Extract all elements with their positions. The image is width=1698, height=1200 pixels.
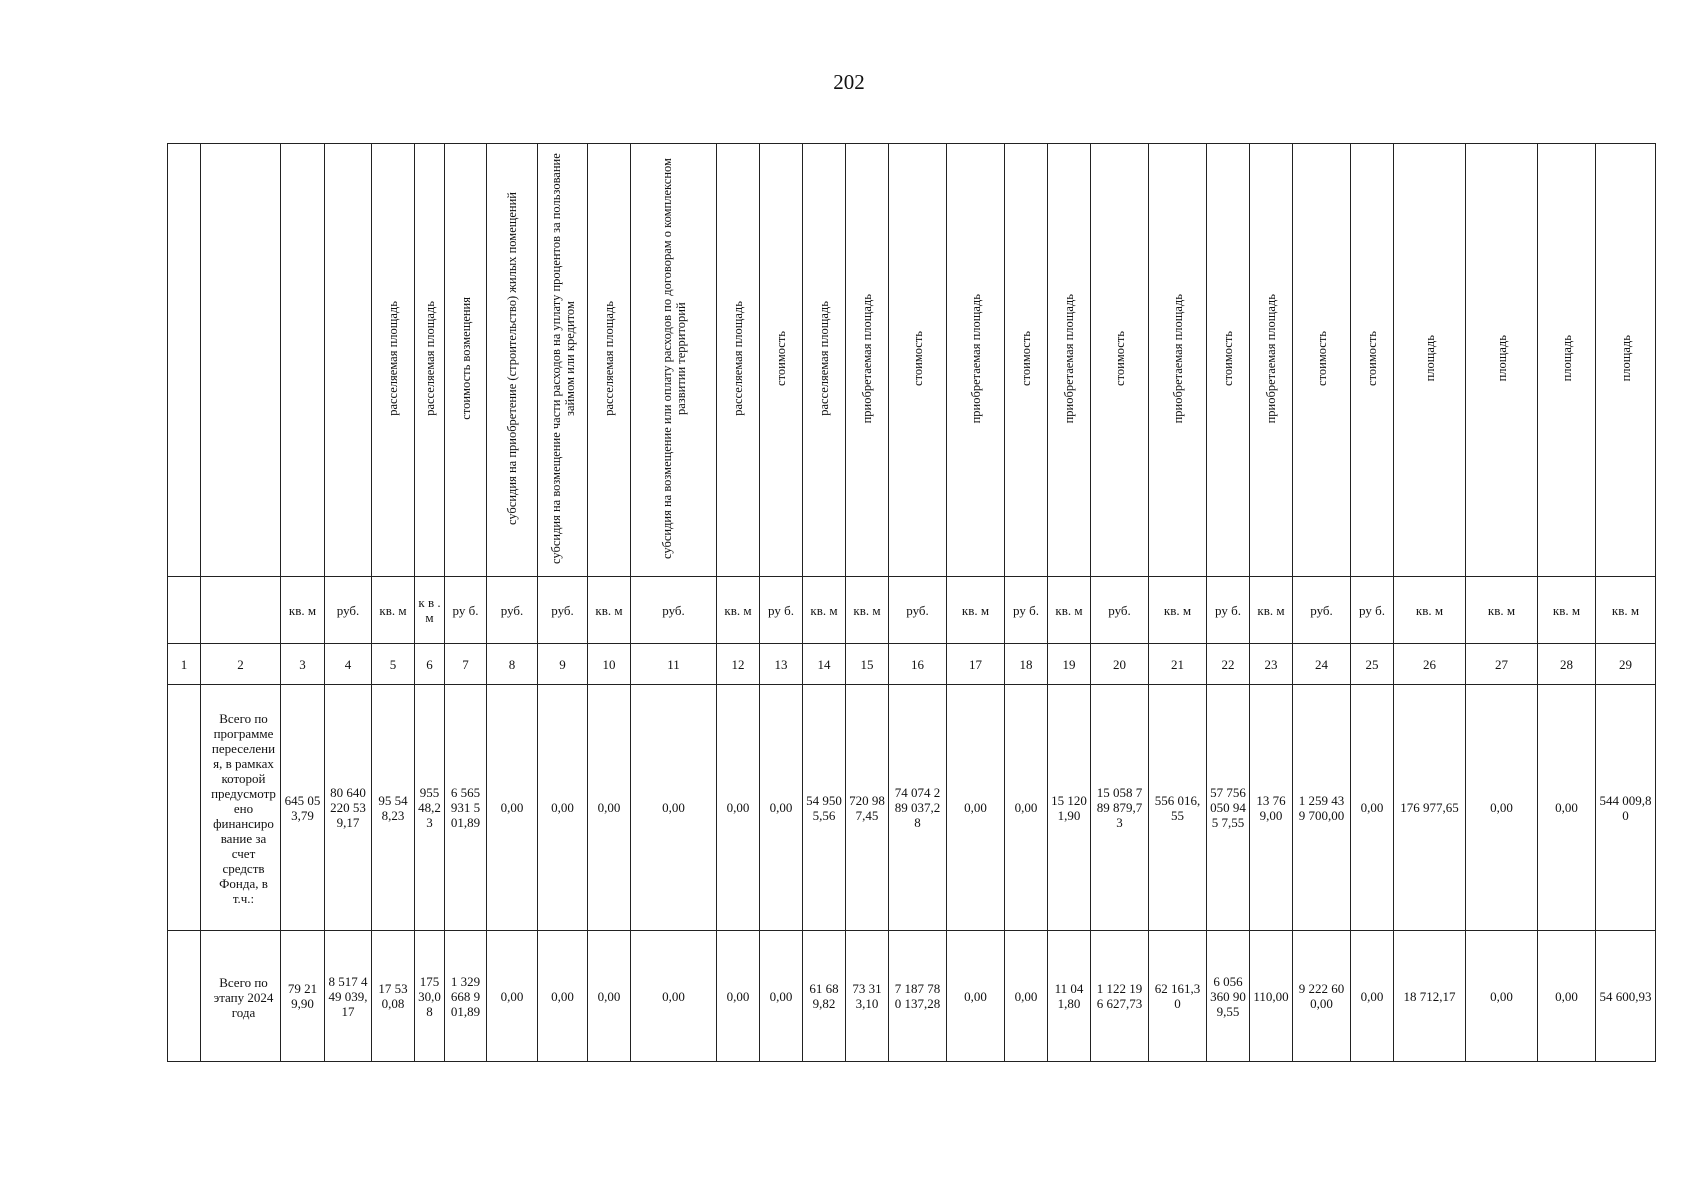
column-number-cell: [538, 644, 588, 685]
column-number-cell-text: 10: [602, 656, 616, 672]
unit-cell-text: кв. м: [1415, 602, 1444, 618]
value-cell: [631, 685, 717, 931]
header-cell: [538, 144, 588, 577]
unit-cell: [487, 577, 538, 644]
header-cell: [889, 144, 947, 577]
value-cell: [1351, 685, 1394, 931]
unit-cell-text: ру б.: [1215, 602, 1241, 618]
row-name-cell: [201, 685, 281, 931]
value-cell: [889, 685, 947, 931]
value-cell-text: 0,00: [1014, 800, 1038, 815]
value-cell: [803, 931, 846, 1062]
value-cell-text: 0,00: [597, 800, 621, 815]
value-cell: [415, 931, 445, 1062]
value-cell: [760, 931, 803, 1062]
value-cell: [1466, 931, 1538, 1062]
column-number-cell-text: 13: [774, 656, 788, 672]
header-cell-text: расселяемая площадь: [386, 301, 400, 416]
unit-cell: [445, 577, 487, 644]
header-cell: [1149, 144, 1207, 577]
header-cell-text: расселяемая площадь: [422, 301, 437, 416]
column-number-cell-text: 15: [860, 656, 874, 672]
value-cell-text: 0,00: [1014, 988, 1038, 1004]
unit-cell: [281, 577, 325, 644]
column-number-cell-text: 6: [426, 656, 433, 672]
value-cell-text: 95 548,23: [378, 792, 408, 823]
row-name-cell: [201, 931, 281, 1062]
value-cell-text: 1 259 439 700,00: [1298, 792, 1345, 823]
unit-cell: [1538, 577, 1596, 644]
value-cell-text: 13 769,00: [1256, 792, 1286, 823]
column-number-cell-text: 21: [1171, 656, 1184, 672]
column-number-cell-text: 4: [344, 656, 352, 672]
unit-cell-text: руб.: [336, 602, 360, 618]
header-cell-text: площадь: [1559, 335, 1574, 382]
value-cell: [717, 931, 760, 1062]
header-cell-text: расселяемая площадь: [731, 301, 745, 416]
header-cell: [1048, 144, 1091, 577]
unit-cell: [760, 577, 803, 644]
value-cell: [1048, 931, 1091, 1062]
column-number-cell-text: 17: [969, 656, 982, 672]
unit-cell: [325, 577, 372, 644]
unit-cell: [372, 577, 415, 644]
column-number-cell-text: 26: [1423, 656, 1436, 672]
header-cell: [445, 144, 487, 577]
column-number-cell: [631, 644, 717, 685]
unit-cell-text: ру б.: [768, 602, 794, 618]
value-cell-text: 175 30,08: [418, 973, 441, 1019]
value-cell: [1005, 685, 1048, 931]
value-cell-text: 73 313,10: [852, 981, 882, 1011]
value-cell-text: 80 640 220 539,17: [330, 785, 366, 830]
value-cell: [372, 931, 415, 1062]
column-number-cell: [1466, 644, 1538, 685]
value-cell-text: 74 074 289 037,28: [894, 785, 941, 830]
header-cell: [1394, 144, 1466, 577]
value-cell-text: 0,00: [551, 988, 574, 1004]
column-number-cell: [760, 644, 803, 685]
value-cell-text: 720 987,45: [849, 792, 885, 823]
header-cell-text: субсидия на возмещение или оплату расходов по договорам о комплексном развитии территорий: [659, 158, 688, 559]
value-cell: [325, 685, 372, 931]
value-cell: [487, 931, 538, 1062]
unit-cell: [1596, 577, 1656, 644]
value-cell: [1596, 931, 1656, 1062]
value-cell-text: 1 122 196 627,73: [1096, 981, 1143, 1011]
value-cell: [1149, 685, 1207, 931]
header-cell-text: стоимость: [1019, 331, 1033, 386]
units-row: [168, 577, 1656, 644]
unit-cell-text: руб.: [500, 602, 524, 618]
column-number-cell: [717, 644, 760, 685]
value-cell-text: 0,00: [769, 988, 793, 1004]
value-cell-text: 0,00: [597, 988, 621, 1004]
value-cell: [1538, 685, 1596, 931]
value-cell: [1250, 931, 1293, 1062]
unit-cell-text: ру б.: [1359, 602, 1385, 618]
unit-cell: [1091, 577, 1149, 644]
unit-cell: [1250, 577, 1293, 644]
unit-cell-text: руб.: [1310, 602, 1333, 618]
value-cell-text: 0,00: [964, 800, 987, 815]
value-cell: [1538, 931, 1596, 1062]
header-cell: [947, 144, 1005, 577]
header-cell: [1091, 144, 1149, 577]
unit-cell-text: руб.: [906, 602, 929, 618]
value-cell: [168, 685, 201, 931]
unit-cell-text: кв. м: [1055, 602, 1083, 618]
unit-cell-text: к в . м: [418, 595, 441, 625]
header-cell: [201, 144, 281, 577]
header-cell: [846, 144, 889, 577]
column-number-cell: [1250, 644, 1293, 685]
column-number-cell: [588, 644, 631, 685]
value-cell-text: 9 222 600,00: [1298, 981, 1345, 1011]
row-name-cell-text: Всего по программе переселения, в рамках которой предусмотрено финансирование за счет средств Фонда, в т.ч.:: [211, 711, 276, 906]
header-cell: [168, 144, 201, 577]
value-cell: [846, 685, 889, 931]
value-cell: [168, 931, 201, 1062]
header-cell: [1351, 144, 1394, 577]
value-cell-text: 110,00: [1253, 988, 1289, 1004]
unit-cell: [588, 577, 631, 644]
data-table: [167, 143, 1656, 1062]
value-cell: [1293, 685, 1351, 931]
column-number-cell: [846, 644, 889, 685]
header-cell: [631, 144, 717, 577]
value-cell-text: 0,00: [1360, 988, 1384, 1004]
value-cell: [717, 685, 760, 931]
header-cell: [760, 144, 803, 577]
value-cell: [1596, 685, 1656, 931]
value-cell-text: 79 219,90: [287, 981, 318, 1011]
header-cell: [281, 144, 325, 577]
value-cell-text: 15 120 1,90: [1051, 792, 1087, 823]
value-cell: [1207, 931, 1250, 1062]
value-cell: [325, 931, 372, 1062]
header-cell-text: приобретаемая площадь: [1062, 293, 1076, 424]
value-cell-text: 61 689,82: [809, 981, 839, 1011]
unit-cell-text: ру б.: [452, 602, 479, 618]
column-number-cell-text: 18: [1019, 656, 1033, 672]
header-cell: [372, 144, 415, 577]
header-cell-text: расселяемая площадь: [602, 301, 616, 416]
column-number-row: [168, 644, 1656, 685]
value-cell: [445, 931, 487, 1062]
value-cell: [1091, 931, 1149, 1062]
unit-cell-text: кв. м: [1552, 602, 1581, 618]
value-cell-text: 0,00: [500, 988, 524, 1004]
column-number-cell-text: 24: [1315, 656, 1328, 672]
column-number-cell-text: 12: [731, 656, 745, 672]
unit-cell: [889, 577, 947, 644]
column-number-cell: [1596, 644, 1656, 685]
unit-cell-text: кв. м: [724, 602, 752, 618]
value-cell-text: 11 041,80: [1054, 981, 1084, 1011]
header-cell: [325, 144, 372, 577]
column-number-cell-text: 25: [1365, 656, 1379, 672]
unit-cell: [1394, 577, 1466, 644]
header-cell-text: стоимость: [774, 331, 788, 386]
header-cell-text: стоимость: [1221, 331, 1235, 386]
table-body: [168, 144, 1656, 1062]
unit-cell: [168, 577, 201, 644]
value-cell-text: 955 48,23: [418, 785, 441, 830]
value-cell-text: 176 977,65: [1400, 800, 1459, 815]
value-cell-text: 645 053,79: [284, 792, 321, 823]
unit-cell-text: руб.: [551, 602, 574, 618]
header-cell-text: приобретаемая площадь: [1170, 293, 1185, 424]
unit-cell: [1005, 577, 1048, 644]
value-cell-text: 0,00: [1555, 988, 1578, 1004]
header-cell: [1596, 144, 1656, 577]
value-cell: [1149, 931, 1207, 1062]
value-cell: [538, 685, 588, 931]
column-number-cell: [372, 644, 415, 685]
value-cell: [1466, 685, 1538, 931]
unit-cell-text: руб.: [1108, 602, 1131, 618]
value-cell: [889, 931, 947, 1062]
value-cell: [1048, 685, 1091, 931]
unit-cell-text: кв. м: [1257, 602, 1285, 618]
column-number-cell: [415, 644, 445, 685]
table-row: [168, 685, 1656, 931]
header-cell: [1466, 144, 1538, 577]
header-cell: [1005, 144, 1048, 577]
value-cell-text: 6 056 360 909,55: [1210, 973, 1246, 1019]
unit-cell-text: ру б.: [1013, 602, 1039, 618]
unit-cell: [538, 577, 588, 644]
unit-cell: [1149, 577, 1207, 644]
unit-cell-text: кв. м: [288, 602, 317, 618]
value-cell-text: 54 950 5,56: [806, 792, 842, 823]
column-number-cell: [201, 644, 281, 685]
value-cell: [760, 685, 803, 931]
header-cell-text: субсидия на приобретение (строительство) жилых помещений: [505, 191, 519, 526]
value-cell-text: 18 712,17: [1403, 988, 1456, 1004]
header-cell-text: приобретаемая площадь: [860, 293, 874, 424]
value-cell-text: 15 058 789 879,73: [1096, 785, 1143, 830]
unit-cell: [1048, 577, 1091, 644]
value-cell: [1394, 685, 1466, 931]
value-cell-text: 0,00: [1555, 800, 1578, 815]
column-number-cell-text: 28: [1560, 656, 1573, 672]
header-cell: [415, 144, 445, 577]
value-cell: [1394, 931, 1466, 1062]
value-cell: [803, 685, 846, 931]
value-cell: [1250, 685, 1293, 931]
value-cell-text: 0,00: [1490, 800, 1513, 815]
column-number-cell-text: 20: [1113, 656, 1126, 672]
value-cell-text: 0,00: [726, 800, 750, 815]
column-number-cell: [281, 644, 325, 685]
column-number-cell-text: 19: [1062, 656, 1076, 672]
header-row: [168, 144, 1656, 577]
value-cell: [372, 685, 415, 931]
unit-cell-text: кв. м: [1611, 602, 1640, 618]
value-cell-text: 0,00: [769, 800, 793, 815]
header-cell-text: стоимость: [1112, 331, 1127, 386]
value-cell-text: 544 009,80: [1599, 792, 1652, 823]
column-number-cell-text: 27: [1495, 656, 1508, 672]
unit-cell: [947, 577, 1005, 644]
header-cell-text: площадь: [1494, 335, 1509, 382]
value-cell-text: 0,00: [726, 988, 750, 1004]
column-number-cell-text: 22: [1221, 656, 1235, 672]
column-number-cell: [168, 644, 201, 685]
header-cell: [1207, 144, 1250, 577]
value-cell-text: 0,00: [1360, 800, 1384, 815]
unit-cell-text: кв. м: [595, 602, 623, 618]
column-number-cell: [889, 644, 947, 685]
unit-cell-text: кв. м: [810, 602, 838, 618]
unit-cell: [846, 577, 889, 644]
value-cell-text: 7 187 780 137,28: [894, 981, 941, 1011]
column-number-cell: [1351, 644, 1394, 685]
value-cell-text: 0,00: [500, 800, 524, 815]
column-number-cell-text: 9: [559, 656, 566, 672]
column-number-cell: [1207, 644, 1250, 685]
column-number-cell-text: 11: [667, 656, 680, 672]
unit-cell: [803, 577, 846, 644]
unit-cell-text: кв. м: [379, 602, 407, 618]
value-cell: [588, 685, 631, 931]
unit-cell: [1466, 577, 1538, 644]
header-cell-text: приобретаемая площадь: [968, 293, 983, 424]
column-number-cell: [487, 644, 538, 685]
unit-cell-text: кв. м: [853, 602, 881, 618]
value-cell: [1293, 931, 1351, 1062]
column-number-cell: [445, 644, 487, 685]
value-cell-text: 0,00: [551, 800, 574, 815]
value-cell-text: 0,00: [964, 988, 987, 1004]
column-number-cell-text: 23: [1264, 656, 1278, 672]
column-number-cell: [803, 644, 846, 685]
column-number-cell: [1293, 644, 1351, 685]
header-cell: [1293, 144, 1351, 577]
value-cell-text: 17 530,08: [378, 981, 408, 1011]
unit-cell: [717, 577, 760, 644]
value-cell: [846, 931, 889, 1062]
value-cell: [631, 931, 717, 1062]
header-cell-text: стоимость возмещения: [458, 297, 473, 420]
column-number-cell-text: 5: [389, 656, 397, 672]
value-cell: [281, 931, 325, 1062]
header-cell-text: приобретаемая площадь: [1264, 293, 1278, 424]
unit-cell-text: руб.: [662, 602, 685, 618]
header-cell-text: стоимость: [1365, 331, 1379, 386]
value-cell-text: 0,00: [662, 800, 685, 815]
header-cell: [1250, 144, 1293, 577]
unit-cell-text: кв. м: [1487, 602, 1516, 618]
row-name-cell-text: Всего по этапу 2024 года: [213, 974, 274, 1020]
unit-cell: [1351, 577, 1394, 644]
header-cell-text: площадь: [1422, 335, 1437, 382]
value-cell: [1091, 685, 1149, 931]
value-cell-text: 54 600,93: [1599, 988, 1652, 1004]
value-cell: [538, 931, 588, 1062]
value-cell: [281, 685, 325, 931]
value-cell: [1005, 931, 1048, 1062]
header-cell: [717, 144, 760, 577]
value-cell: [947, 931, 1005, 1062]
unit-cell: [1207, 577, 1250, 644]
column-number-cell-text: 7: [462, 656, 469, 672]
value-cell-text: 556 016,55: [1154, 792, 1201, 823]
value-cell: [947, 685, 1005, 931]
header-cell-text: площадь: [1618, 335, 1633, 382]
value-cell-text: 1 329 668 901,89: [450, 973, 481, 1019]
unit-cell-text: кв. м: [1163, 602, 1192, 618]
column-number-cell: [1048, 644, 1091, 685]
page-number: 202: [833, 70, 865, 94]
header-cell-text: субсидия на возмещение части расходов на уплату процентов за пользование займом или кредитом: [548, 153, 577, 564]
column-number-cell: [947, 644, 1005, 685]
header-cell-text: стоимость: [1314, 331, 1329, 386]
value-cell-text: 62 161,30: [1154, 981, 1201, 1011]
column-number-cell-text: 8: [508, 656, 516, 672]
value-cell-text: 8 517 449 039,17: [328, 973, 368, 1019]
unit-cell-text: кв. м: [961, 602, 990, 618]
column-number-cell: [1394, 644, 1466, 685]
value-cell: [487, 685, 538, 931]
column-number-cell: [1005, 644, 1048, 685]
unit-cell: [1293, 577, 1351, 644]
unit-cell: [631, 577, 717, 644]
value-cell-text: 0,00: [662, 988, 685, 1004]
column-number-cell: [1149, 644, 1207, 685]
value-cell: [445, 685, 487, 931]
column-number-cell-text: 14: [817, 656, 831, 672]
value-cell-text: 57 756 050 945 7,55: [1210, 785, 1246, 830]
header-cell: [588, 144, 631, 577]
column-number-cell-text: 16: [911, 656, 924, 672]
header-cell: [487, 144, 538, 577]
unit-cell: [415, 577, 445, 644]
column-number-cell-text: 3: [299, 656, 306, 672]
column-number-cell-text: 1: [180, 656, 188, 672]
table-row: [168, 931, 1656, 1062]
value-cell: [588, 931, 631, 1062]
value-cell: [1351, 931, 1394, 1062]
column-number-cell: [325, 644, 372, 685]
column-number-cell-text: 2: [237, 656, 244, 672]
header-cell: [1538, 144, 1596, 577]
column-number-cell: [1091, 644, 1149, 685]
header-cell-text: стоимость: [910, 331, 925, 386]
header-cell: [803, 144, 846, 577]
unit-cell: [201, 577, 281, 644]
value-cell-text: 0,00: [1490, 988, 1513, 1004]
value-cell-text: 6 565 931 501,89: [450, 785, 481, 830]
header-cell-text: расселяемая площадь: [817, 301, 831, 416]
column-number-cell-text: 29: [1619, 656, 1632, 672]
column-number-cell: [1538, 644, 1596, 685]
value-cell: [415, 685, 445, 931]
value-cell: [1207, 685, 1250, 931]
